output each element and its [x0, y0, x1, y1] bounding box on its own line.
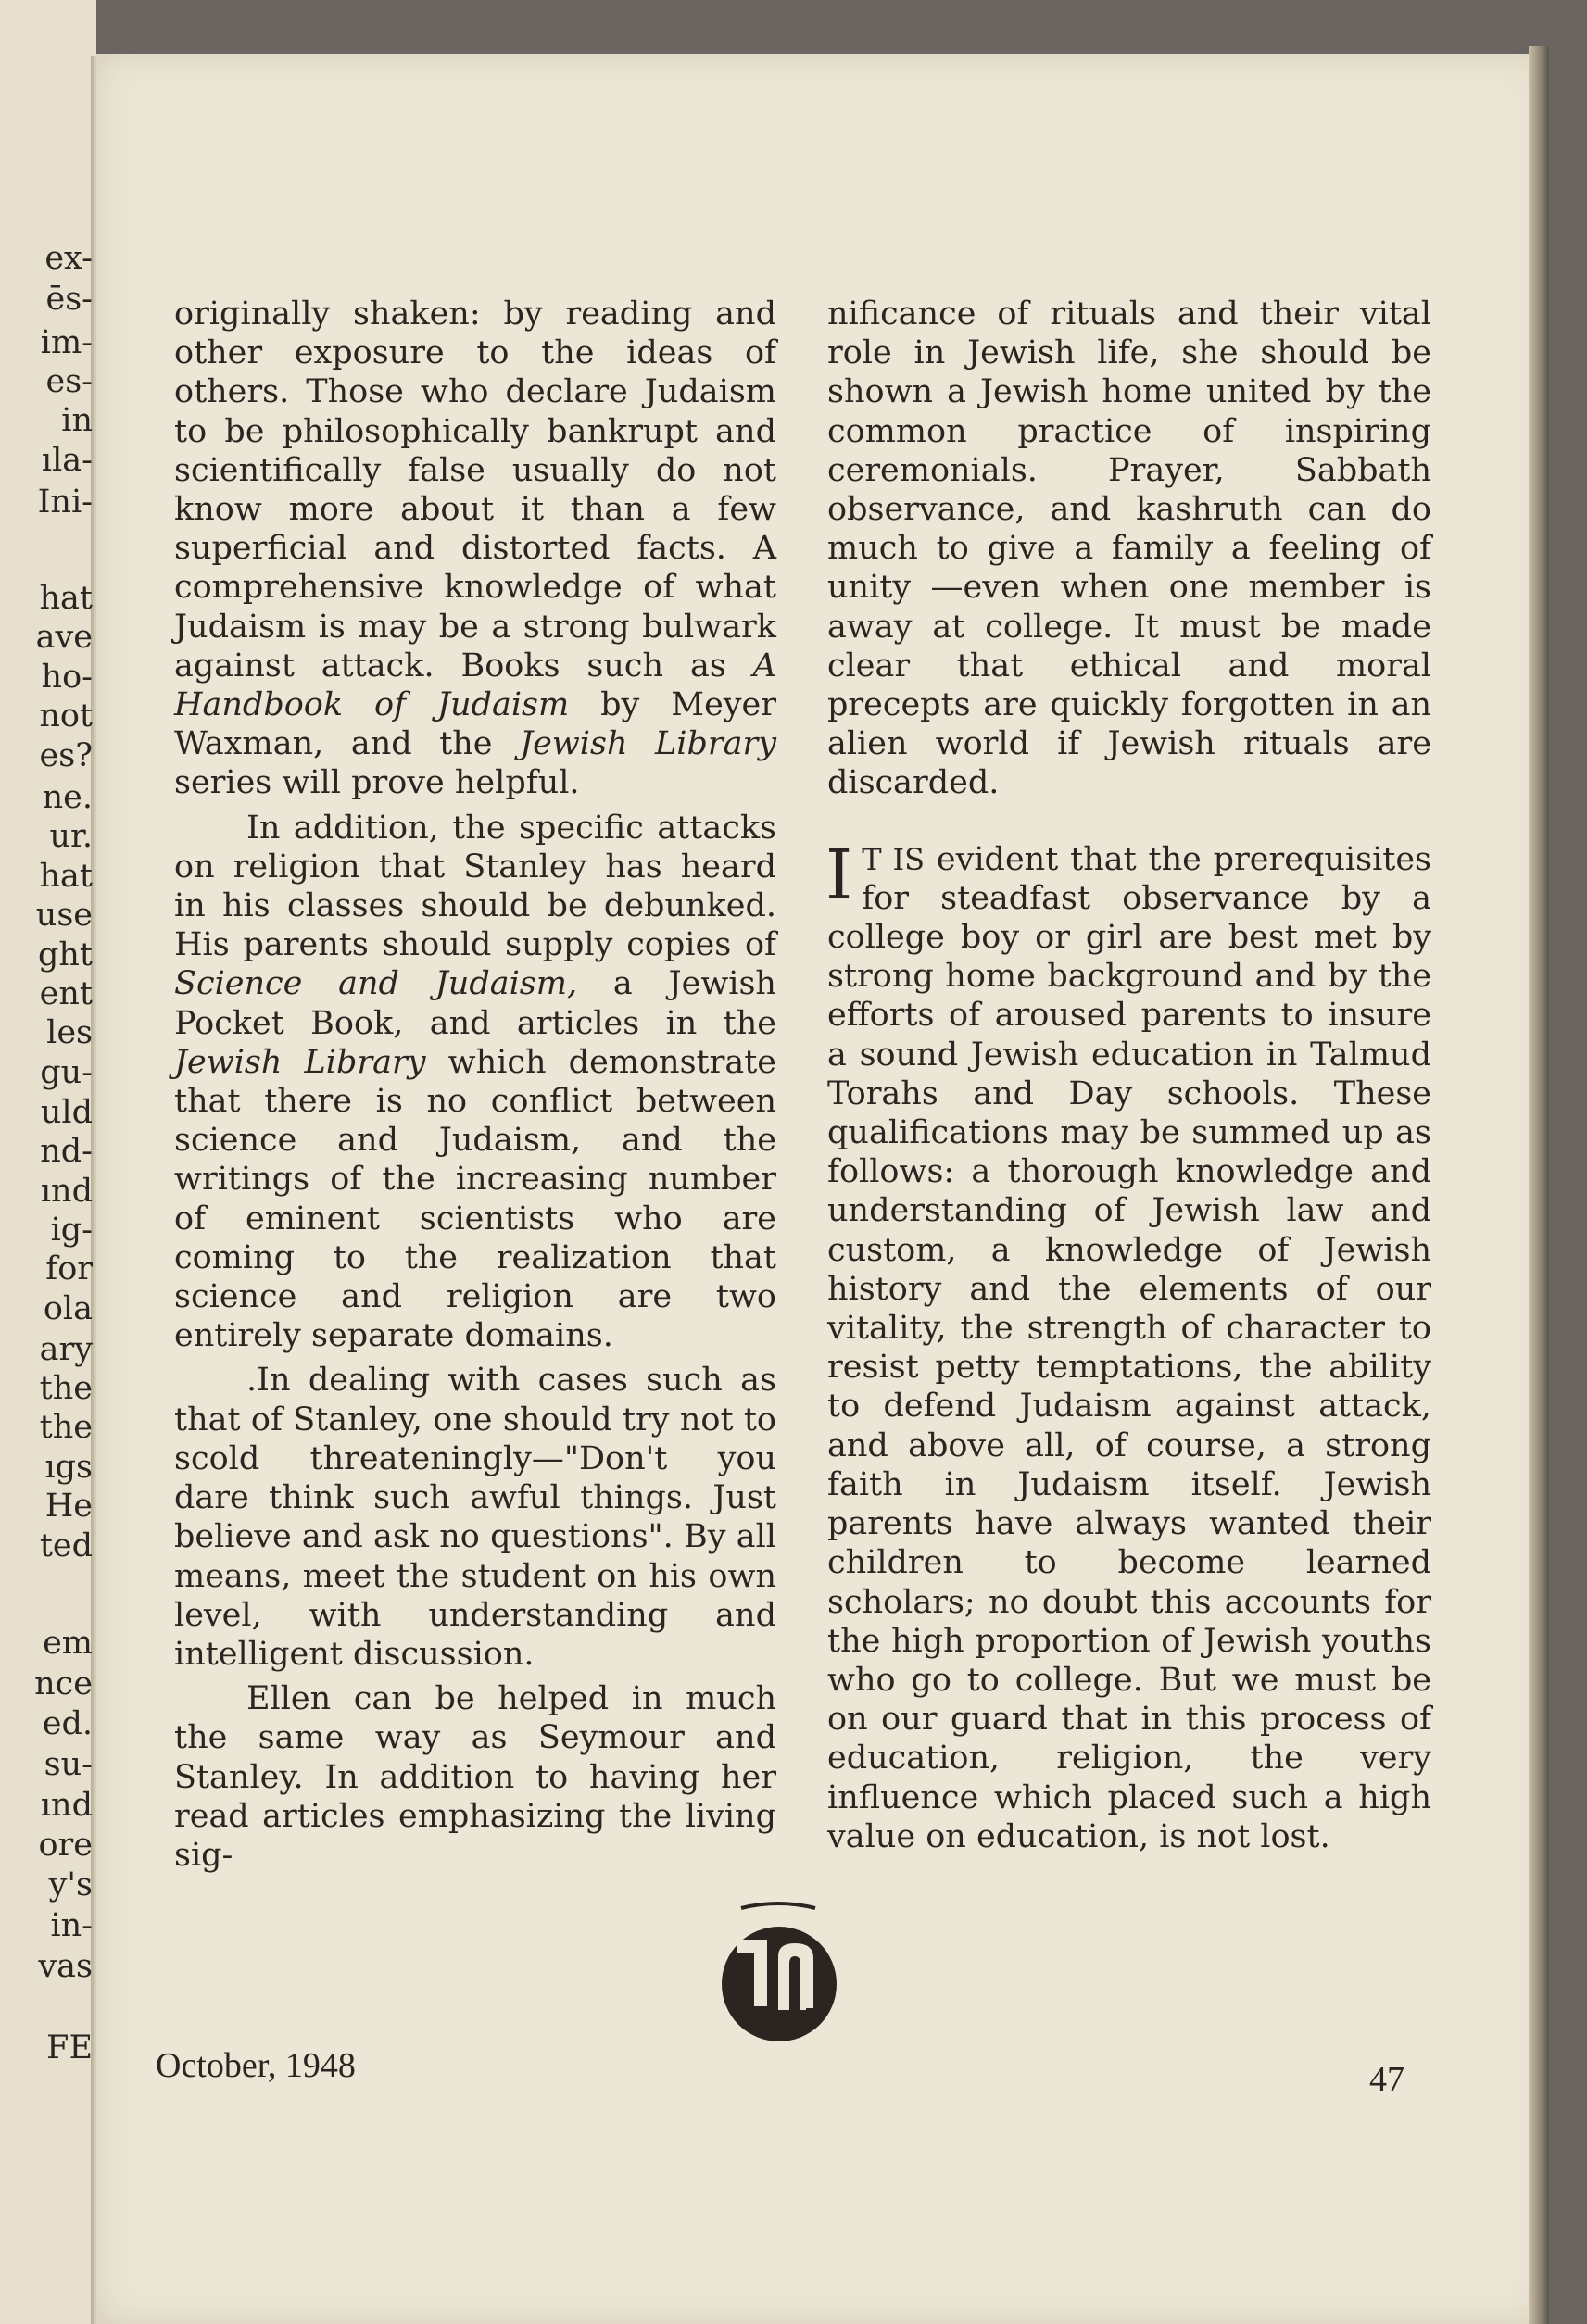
issue-date: October, 1948 — [156, 2046, 356, 2085]
facing-page-text-fragment: im- — [40, 324, 93, 361]
facing-page-text-fragment: em — [43, 1625, 93, 1662]
facing-page-text-fragment: hat — [39, 580, 93, 617]
paragraph: Ellen can be helped in much the same way as Seymour and Stanley. In addition to having her read articles emphasizing the living sig- — [174, 1680, 776, 1874]
paragraph: nificance of rituals and their vital role in Jewish life, she should be shown a Jewish home united by the common practice of inspiring ceremonials. Prayer, Sabbath observance, and kashruth can do much to give a family a feeling of unity —even when one member is away at college. It must be made clear that ethical and moral precepts are quickly forgotten in an alien world if Jewish rituals are discarded. — [827, 295, 1431, 802]
facing-page-text-fragment: ur. — [49, 818, 93, 855]
column-right — [827, 295, 1431, 1856]
facing-page-text-fragment: the — [39, 1370, 93, 1407]
facing-page-text-fragment: ed. — [42, 1705, 93, 1742]
facing-page-text-fragment: ex- — [44, 240, 93, 277]
facing-page-text-fragment: in — [61, 402, 93, 439]
facing-page-text-fragment: ave — [35, 619, 93, 656]
facing-page-text-fragment: ınd — [40, 1173, 93, 1210]
facing-page-text-fragment: ēs- — [45, 281, 93, 318]
facing-page-text-fragment: Ini- — [37, 484, 93, 521]
facing-page-text-fragment: su- — [44, 1746, 93, 1783]
facing-page-text-fragment: ig- — [50, 1212, 93, 1249]
facing-page-text-fragment: ho- — [41, 659, 93, 696]
facing-page-text-fragment: vas — [38, 1948, 93, 1985]
facing-page-text-fragment: ıla- — [41, 442, 93, 479]
facing-page-text-fragment: ore — [38, 1827, 93, 1864]
paragraph: In addition, the specific attacks on religion that Stanley has heard in his classes should be debunked. His parents should supply copies of Science and Judaism, a Jewish Pocket Book, and articles in the Jewish Library which demonstrate that there is no conflict between science and Judaism, and the writings of the increasing number of eminent scientists who are coming to the realization that science and religion are two entirely separate domains. — [174, 809, 776, 1355]
facing-page-text-fragment: not — [39, 697, 93, 735]
facing-page-text-fragment: nd- — [40, 1133, 93, 1170]
column-left — [174, 295, 776, 1875]
facing-page-text-fragment: gu- — [40, 1054, 93, 1091]
facing-page-text-fragment: ıgs — [44, 1449, 93, 1486]
facing-page-text-fragment: use — [35, 897, 93, 934]
facing-page-text-fragment: for — [45, 1250, 93, 1288]
facing-page-text-fragment: ola — [43, 1290, 93, 1327]
facing-page-text-fragment: ght — [37, 936, 93, 974]
facing-page-text-fragment: ne. — [42, 779, 93, 816]
facing-page-text-fragment: ent — [39, 975, 93, 1012]
facing-page-text-fragment: y's — [48, 1866, 93, 1903]
facing-page-text-fragment: in- — [50, 1907, 93, 1944]
facing-page-text-fragment: les — [46, 1014, 93, 1051]
paragraph: .In dealing with cases such as that of Stanley, one should try not to scold threateningly—"Don't you dare think such awful things. Just believe and ask no questions". By all means, meet the student on his own level, with understanding and intelligent discussion. — [174, 1362, 776, 1673]
paragraph: originally shaken: by reading and other exposure to the ideas of others. Those who declare Judaism to be philosophically bankrupt and scientifically false usually do not know more about it than a few superficial and distorted facts. A comprehensive knowledge of what Judaism is may be a strong bulwark against attack. Books such as A Handbook of Judaism by Meyer Waxman, and the Jewish Library series will prove helpful. — [174, 295, 777, 802]
page-number: 47 — [1369, 2060, 1404, 2099]
facing-page-text-fragment: hat — [39, 858, 93, 895]
facing-page-text-fragment: ary — [39, 1331, 93, 1368]
paragraph: I T IS evident that the prerequisites for steadfast observance by a college boy or girl are best met by strong home background and by the efforts of aroused parents to insure a sound Jewish education in Talmud Torahs and Day schools. These qualifications may be summed up as follows: a thorough knowledge and understanding of Jewish law and custom, a knowledge of Jewish history and the elements of our vitality, the strength of character to resist petty temptations, the ability to defend Judaism against attack, and above all, of course, a strong faith in Judaism itself. Jewish parents have always wanted their children to become learned scholars; no doubt this accounts for the high proportion of Jewish youths who go to college. But we must be on our guard that in this process of education, religion, the very influence which placed such a high value on education, is not lost. — [825, 835, 1431, 1855]
facing-page-text-fragment: the — [39, 1409, 93, 1446]
facing-page-text-fragment: es? — [39, 737, 93, 774]
page-edge — [1529, 46, 1549, 2324]
facing-page-text-fragment: uld — [40, 1094, 93, 1131]
facing-page-text-fragment: FE — [46, 2029, 93, 2066]
facing-page-text-fragment: ted — [39, 1527, 93, 1564]
facing-page-text-fragment: nce — [34, 1665, 93, 1702]
facing-page-text-fragment: es- — [45, 363, 93, 400]
drop-cap: I — [825, 835, 853, 915]
facing-page-text-fragment: He — [44, 1488, 93, 1525]
publication-emblem-icon — [713, 1899, 845, 2047]
facing-page-text-fragment: ınd — [40, 1787, 93, 1824]
